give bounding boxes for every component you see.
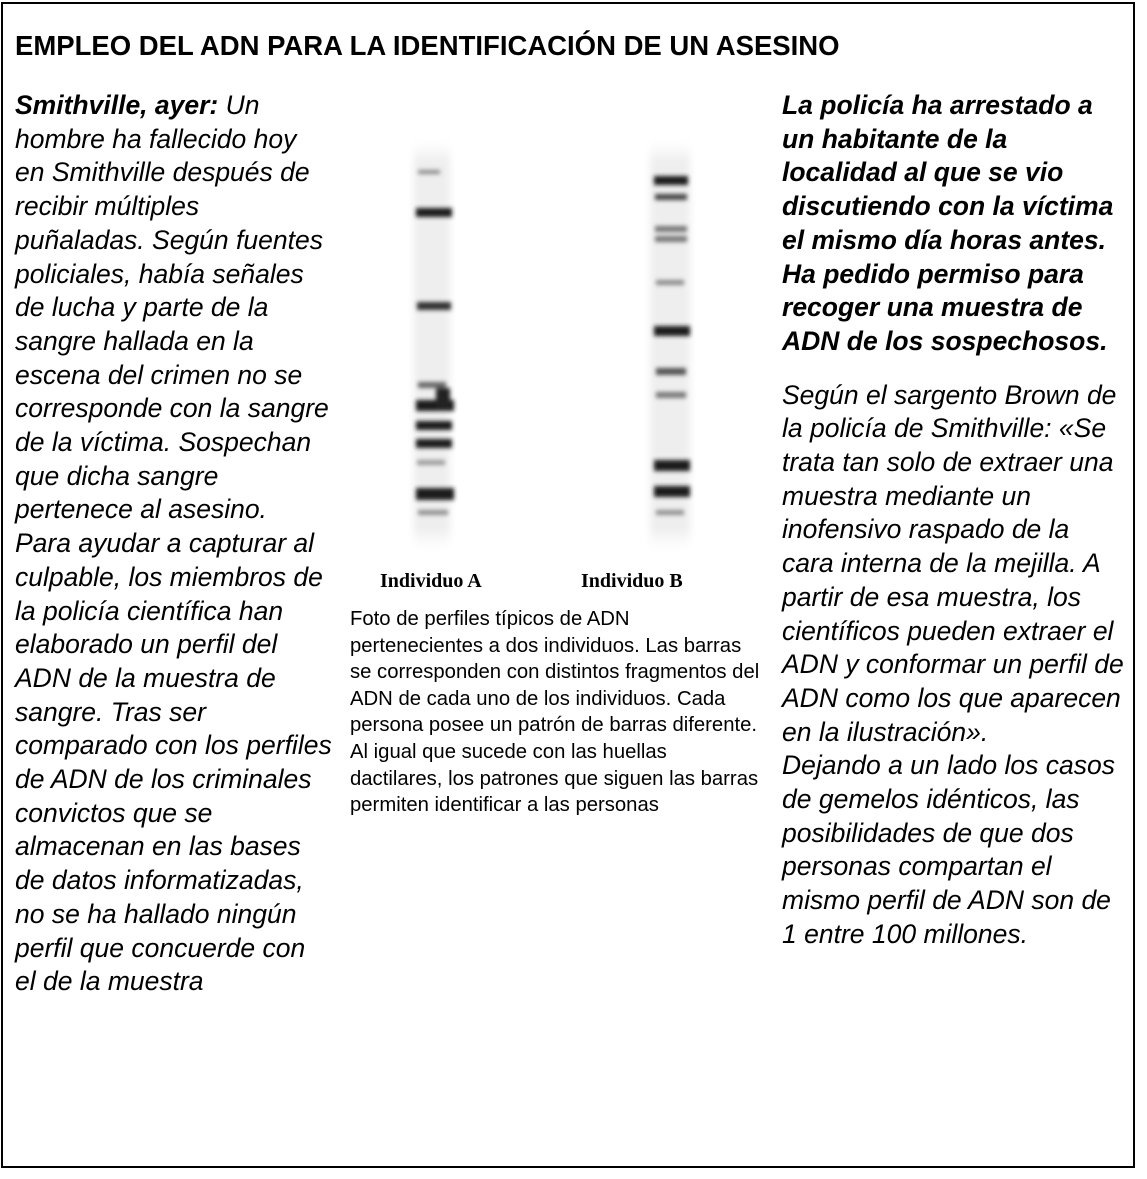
dateline: Smithville, ayer:: [15, 90, 219, 120]
figure-caption: Foto de perfiles típicos de ADN pertenecientes a dos individuos. Las barras se corresponden con distintos fragmentos del ADN de cada uno de los individuos. Cada persona posee un patrón de barras diferente. Al igual que sucede con las huellas dactilares, los patrones que siguen las barras permiten identificar a las personas: [350, 608, 760, 817]
lane-b: [650, 135, 690, 555]
dna-gel-image: [350, 130, 760, 592]
right-lead-paragraph: La policía ha arrestado a un habitante de la localidad al que se vio discutiendo con la víctima el mismo día horas antes. Ha pedido permiso para recoger una muestra de ADN de los sospechosos.: [782, 90, 1114, 356]
article-title: EMPLEO DEL ADN PARA LA IDENTIFICACIÓN DE UN ASESINO: [15, 30, 840, 61]
right-paragraph-1: Según el sargento Brown de la policía de Smithville: «Se trata tan solo de extraer una muestra mediante un inofensivo raspado de la cara interna de la mejilla. A partir de esa muestra, los científicos pueden extraer el ADN y conformar un perfil de ADN como los que aparecen en la ilustración».: [782, 379, 1124, 747]
dna-gel-svg: [350, 130, 760, 560]
left-column: [15, 89, 333, 999]
lane-a: [414, 135, 454, 555]
left-paragraph-1-text: Un hombre ha fallecido hoy en Smithville después de recibir múltiples puñaladas. Según fuentes policiales, había señales de lucha y parte de la sangre hallada en la escena del crimen no se corresponde con la sangre de la víctima. Sospechan que dicha sangre pertenece al asesino.: [15, 90, 329, 525]
lane-a-label: Individuo A: [380, 570, 482, 592]
right-column: [782, 89, 1127, 952]
dna-figure: [350, 130, 760, 592]
right-paragraph-2: Dejando a un lado los casos de gemelos idénticos, las posibilidades de que dos personas compartan el mismo perfil de ADN son de 1 entre 100 millones.: [782, 750, 1115, 949]
left-paragraph-2: Para ayudar a capturar al culpable, los miembros de la policía científica han elaborado un perfil del ADN de la muestra de sangre. Tras ser comparado con los perfiles de ADN de los criminales convictos que se almacenan en las bases de datos informatizadas, no se ha hallado ningún perfil que concuerde con el de la muestra: [15, 528, 332, 997]
lane-b-label: Individuo B: [581, 570, 683, 592]
left-paragraph-1: [15, 89, 333, 527]
